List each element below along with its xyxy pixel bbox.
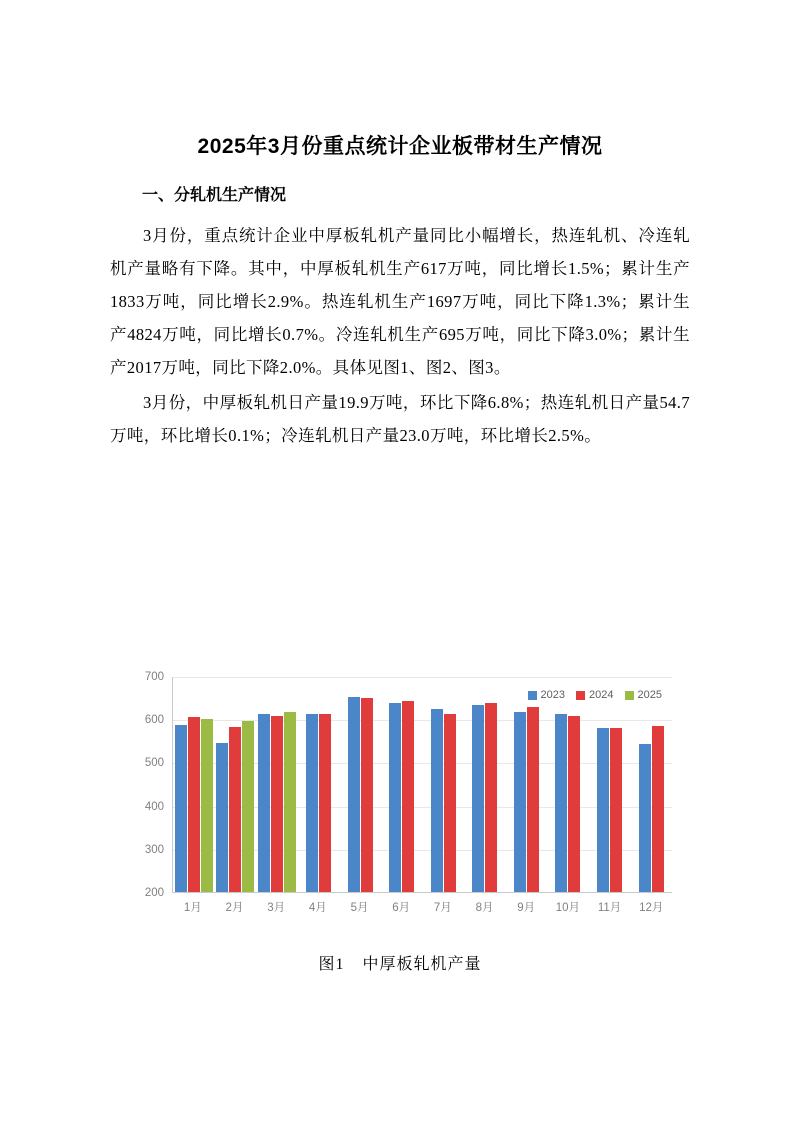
bar bbox=[284, 712, 296, 892]
bar-group bbox=[339, 677, 381, 892]
bar bbox=[555, 714, 567, 892]
figure-caption-number: 图1 bbox=[318, 956, 345, 973]
legend-label: 2024 bbox=[589, 689, 614, 701]
x-axis-tick: 6月 bbox=[392, 902, 411, 914]
legend-label: 2025 bbox=[637, 689, 662, 701]
bar bbox=[402, 701, 414, 892]
bar bbox=[485, 703, 497, 892]
figure-caption bbox=[110, 951, 690, 974]
bar bbox=[568, 716, 580, 892]
x-axis-tick: 9月 bbox=[517, 902, 536, 914]
x-axis-tick: 11月 bbox=[597, 902, 622, 914]
bar bbox=[444, 714, 456, 892]
plot-area bbox=[172, 677, 672, 893]
x-axis-labels bbox=[172, 899, 672, 919]
bar bbox=[527, 707, 539, 892]
bar-group bbox=[630, 677, 672, 892]
bar bbox=[431, 709, 443, 892]
bar-group bbox=[506, 677, 548, 892]
bar-group bbox=[381, 677, 423, 892]
bar bbox=[472, 705, 484, 892]
x-axis-tick: 8月 bbox=[475, 902, 494, 914]
bar bbox=[188, 717, 200, 892]
bar-group bbox=[589, 677, 631, 892]
bar-groups bbox=[173, 677, 672, 892]
legend-item bbox=[576, 689, 613, 701]
bar bbox=[201, 719, 213, 892]
bar-group bbox=[422, 677, 464, 892]
bar-group bbox=[547, 677, 589, 892]
x-axis-tick: 2月 bbox=[225, 902, 244, 914]
legend-item bbox=[528, 689, 565, 701]
chart-bar-plate-mill-output bbox=[110, 655, 690, 945]
y-axis-tick: 400 bbox=[144, 800, 164, 813]
paragraph-2: 3月份，中厚板轧机日产量19.9万吨，环比下降6.8%；热连轧机日产量54.7万吨，环比增长0.1%；冷连轧机日产量23.0万吨，环比增长2.5%。 bbox=[110, 393, 690, 445]
section-heading: 一、分轧机生产情况 bbox=[142, 187, 287, 204]
x-axis-tick: 10月 bbox=[555, 902, 581, 914]
bar-group bbox=[215, 677, 257, 892]
y-axis-tick: 600 bbox=[144, 714, 164, 727]
y-axis-tick: 500 bbox=[144, 757, 164, 770]
bar bbox=[175, 725, 187, 892]
paragraph-1: 3月份，重点统计企业中厚板轧机产量同比小幅增长，热连轧机、冷连轧机产量略有下降。其中，中厚板轧机生产617万吨，同比增长1.5%；累计生产1833万吨，同比增长2.9%。热连轧机生产1697万吨，同比下降1.3%；累计生产4824万吨，同比增长0.7%。冷连轧机生产695万吨，同比下降3.0%；累计生产2017万吨，同比下降2.0%。具体见图1、图2、图3。 bbox=[110, 226, 690, 377]
bar bbox=[229, 727, 241, 892]
bar-group bbox=[464, 677, 506, 892]
bar-group bbox=[298, 677, 340, 892]
x-axis-tick: 12月 bbox=[639, 902, 664, 914]
x-axis-tick: 1月 bbox=[183, 902, 202, 914]
bar bbox=[258, 714, 270, 892]
bar bbox=[361, 698, 373, 892]
bar bbox=[610, 728, 622, 892]
figure-1 bbox=[110, 655, 690, 985]
bar bbox=[514, 712, 526, 892]
bar-group bbox=[173, 677, 215, 892]
x-axis-tick: 3月 bbox=[267, 902, 286, 914]
legend-item bbox=[625, 689, 662, 701]
bar bbox=[242, 721, 254, 893]
bar bbox=[348, 697, 360, 892]
y-axis-tick: 200 bbox=[144, 887, 164, 899]
legend-label: 2023 bbox=[540, 689, 566, 701]
x-axis-tick: 7月 bbox=[433, 902, 452, 914]
bar bbox=[652, 726, 664, 892]
legend-swatch bbox=[576, 691, 585, 700]
y-axis-tick: 300 bbox=[144, 843, 164, 856]
bar-group bbox=[256, 677, 298, 892]
bar bbox=[597, 728, 609, 892]
figure-caption-text: 中厚板轧机产量 bbox=[362, 956, 482, 973]
bar bbox=[271, 716, 283, 892]
page-title: 2025年3月份重点统计企业板带材生产情况 bbox=[197, 135, 603, 158]
x-axis-tick: 4月 bbox=[308, 902, 327, 914]
bar bbox=[216, 743, 228, 892]
legend-swatch bbox=[528, 691, 537, 700]
bar bbox=[319, 714, 331, 892]
y-axis-tick: 700 bbox=[144, 671, 164, 683]
bar bbox=[639, 744, 651, 892]
document-content bbox=[110, 130, 690, 454]
legend-swatch bbox=[625, 691, 634, 700]
x-axis-tick: 5月 bbox=[350, 902, 369, 914]
bar bbox=[306, 714, 318, 892]
bar bbox=[389, 703, 401, 892]
chart-legend bbox=[528, 689, 662, 701]
